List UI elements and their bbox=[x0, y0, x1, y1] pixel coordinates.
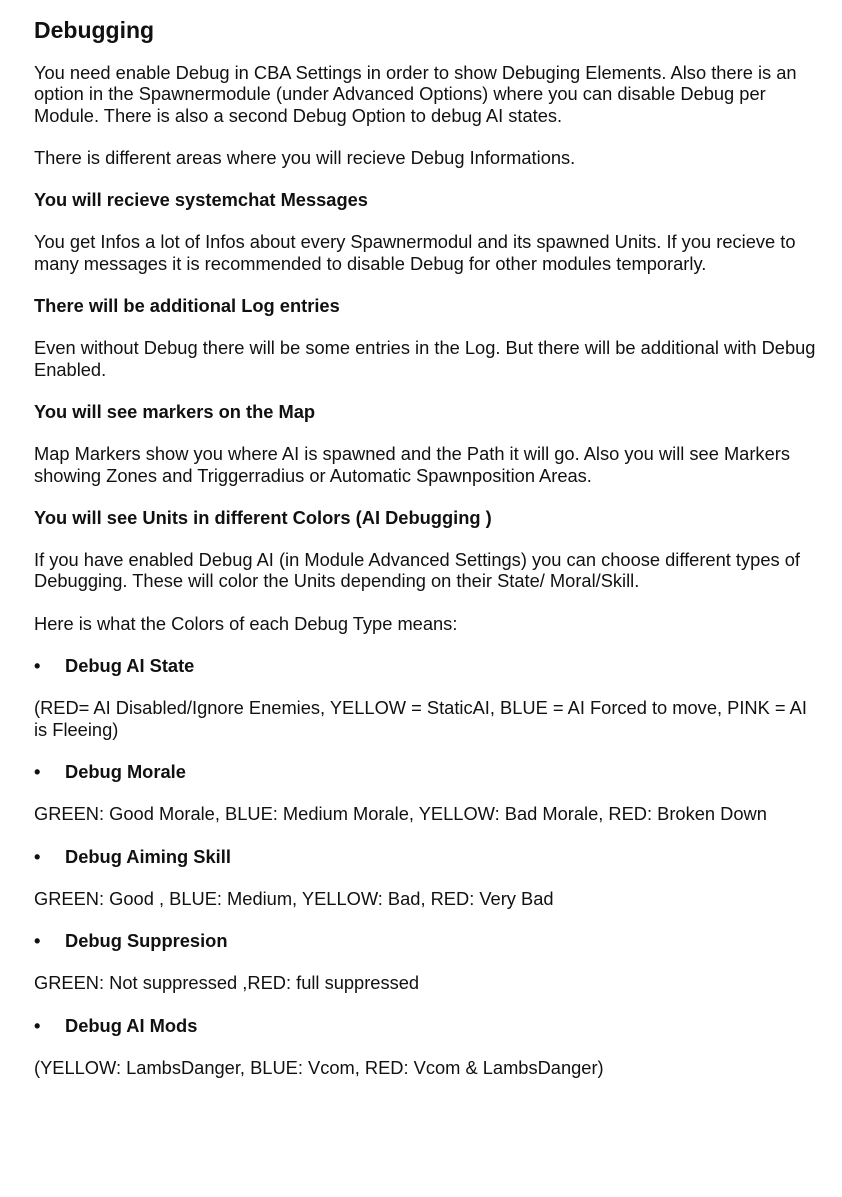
colors-intro-paragraph: Here is what the Colors of each Debug Type means: bbox=[34, 612, 458, 634]
debug-type-suppresion bbox=[34, 930, 824, 951]
debug-type-aiming-skill bbox=[34, 846, 824, 867]
debug-type-desc: (RED= AI Disabled/Ignore Enemies, YELLOW = StaticAI, BLUE = AI Forced to move, PINK = AI is Fleeing) bbox=[34, 697, 807, 740]
section-body-systemchat: You get Infos a lot of Infos about every Spawnermodul and its spawned Units. If you recieve to many messages it is recommended to disable Debug for other modules temporarly. bbox=[34, 231, 796, 274]
debug-type-morale bbox=[34, 761, 824, 782]
debug-type-desc: GREEN: Not suppressed ,RED: full suppressed bbox=[34, 972, 420, 994]
document-page bbox=[34, 16, 824, 1099]
debug-type-name: Debug Aiming Skill bbox=[65, 845, 231, 867]
debug-type-name: Debug AI State bbox=[65, 655, 195, 677]
bullet-icon: • bbox=[34, 845, 41, 867]
debug-type-name: Debug AI Mods bbox=[65, 1014, 198, 1036]
debug-type-name: Debug Morale bbox=[65, 760, 186, 782]
debug-type-desc: (YELLOW: LambsDanger, BLUE: Vcom, RED: Vcom & LambsDanger) bbox=[34, 1057, 604, 1079]
section-heading-systemchat: You will recieve systemchat Messages bbox=[34, 189, 368, 211]
bullet-icon: • bbox=[34, 1014, 41, 1036]
intro-paragraph: You need enable Debug in CBA Settings in order to show Debuging Elements. Also there is an option in the Spawnermodule (under Advanced Options) where you can disable Debug per Module. There is also a second Debug Option to debug AI states. bbox=[34, 62, 797, 126]
debug-type-desc: GREEN: Good Morale, BLUE: Medium Morale, YELLOW: Bad Morale, RED: Broken Down bbox=[34, 803, 767, 825]
page-title: Debugging bbox=[34, 17, 155, 43]
bullet-icon: • bbox=[34, 760, 41, 782]
debug-type-ai-state bbox=[34, 655, 824, 676]
section-heading-unit-colors: You will see Units in different Colors (AI Debugging ) bbox=[34, 506, 492, 528]
section-heading-map-markers: You will see markers on the Map bbox=[34, 400, 316, 422]
section-body-log: Even without Debug there will be some entries in the Log. But there will be additional with Debug Enabled. bbox=[34, 337, 816, 380]
areas-intro-paragraph: There is different areas where you will recieve Debug Informations. bbox=[34, 146, 576, 168]
section-body-unit-colors: If you have enabled Debug AI (in Module Advanced Settings) you can choose different types of Debugging. These will color the Units depending on their State/ Moral/Skill. bbox=[34, 549, 800, 592]
debug-type-desc: GREEN: Good , BLUE: Medium, YELLOW: Bad, RED: Very Bad bbox=[34, 887, 554, 909]
debug-type-ai-mods bbox=[34, 1015, 824, 1036]
debug-type-name: Debug Suppresion bbox=[65, 930, 228, 952]
bullet-icon: • bbox=[34, 930, 41, 952]
section-body-map-markers: Map Markers show you where AI is spawned and the Path it will go. Also you will see Markers showing Zones and Triggerradius or Automatic Spawnposition Areas. bbox=[34, 443, 790, 486]
section-heading-log: There will be additional Log entries bbox=[34, 295, 340, 317]
bullet-icon: • bbox=[34, 655, 41, 677]
